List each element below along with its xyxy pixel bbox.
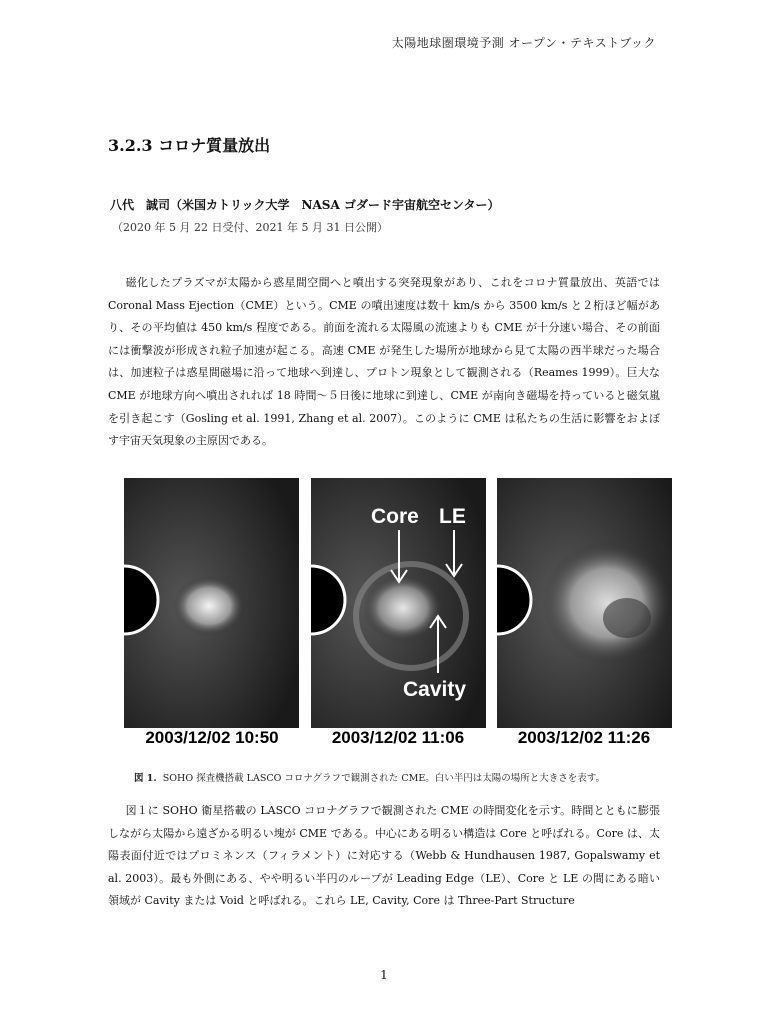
lasco-image-3 [497, 478, 672, 728]
publication-dates: （2020 年 5 月 22 日受付、2021 年 5 月 31 日公開） [112, 221, 388, 234]
section-title: 3.2.3 コロナ質量放出 [108, 136, 271, 155]
body-paragraph-1: 磁化したプラズマが太陽から惑星間空間へと噴出する突発現象があり、これをコロナ質量放出、英語では Coronal Mass Ejection（CME）という。CME の噴出速度は数十 km/s から 3500 km/s と２桁ほど幅があり、その平均値は 450 km/s 程度である。前面を流れる太陽風の流速よりも CME が十分速い場合、その前面には衝撃波が形成され粒子加速が起こる。高速 CME が発生した場所が地球から見て太陽の西半球だった場合は、加速粒子は惑星間磁場に沿って地球へ到達し、プロトン現象として観測される（Reames 1999）。巨大な CME が地球方向へ噴出されれば 18 時間〜５日後に地球に到達し、CME が南向き磁場を持っていると磁気嵐を引き起こす（Gosling et al. 1991, Zhang et al. 2007）。このように CME は私たちの生活に影響をおよぼす宇宙天気現象の主原因である。 [108, 276, 660, 448]
cavity-label: Cavity [403, 678, 467, 701]
body-paragraph-2: 図１に SOHO 衛星搭載の LASCO コロナグラフで観測された CME の時間変化を示す。時間とともに膨張しながら太陽から遠ざかる明るい塊が CME である。中心にある明るい構造は Core と呼ばれる。Core は、太陽表面付近ではプロミネンス（フィラメント）に対応する（Webb & Hundhausen 1987, Gopalswamy et al. 2003）。最も外側にある、やや明るい半円のループが Leading Edge（LE）、Core と LE の間にある暗い領域が Cavity または Void と呼ばれる。これら LE, Cavity, Core は Three-Part Structure [108, 804, 660, 908]
lasco-image-1 [124, 478, 299, 728]
running-header: 太陽地球圏環境予測 オープン・テキストブック [391, 36, 656, 50]
le-label: LE [439, 505, 466, 528]
timestamp-3: 2003/12/02 11:26 [517, 728, 651, 747]
figure-caption [134, 770, 605, 784]
timestamp-1: 2003/12/02 10:50 [145, 728, 279, 747]
timestamp-2: 2003/12/02 11:06 [331, 728, 465, 747]
author-line: 八代 誠司（米国カトリック大学 NASA ゴダード宇宙航空センター） [110, 198, 500, 212]
figure-1 [124, 478, 672, 758]
caption-label: 図 1. [134, 773, 157, 784]
page-number: 1 [380, 968, 388, 982]
core-label: Core [371, 505, 419, 528]
lasco-image-2 [311, 478, 486, 728]
caption-text: SOHO 探査機搭載 LASCO コロナグラフで観測された CME。白い半円は太陽の場所と大きさを表す。 [162, 773, 605, 784]
